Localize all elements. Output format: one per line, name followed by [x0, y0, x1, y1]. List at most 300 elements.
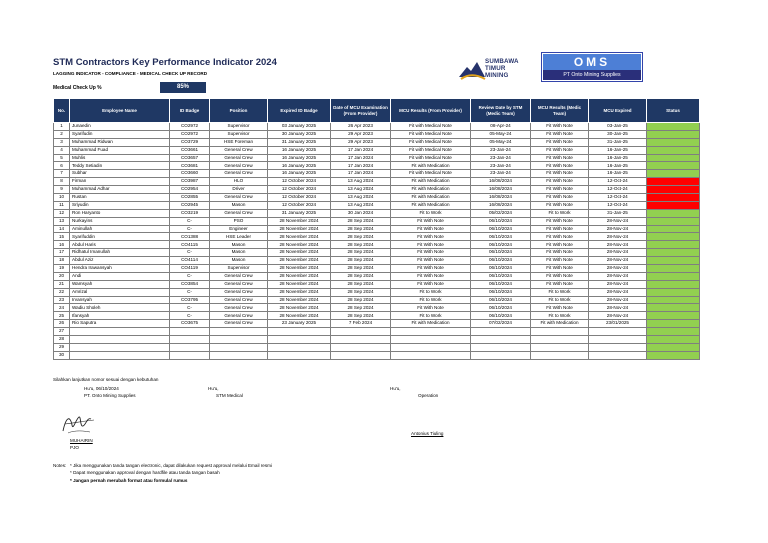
cell-no: 15	[54, 233, 70, 241]
cell-mcu-expired: 28-Nov-24	[589, 241, 647, 249]
cell-mcu-result-provider: Fit With Note	[391, 272, 471, 280]
cell-expired-id-badge	[268, 343, 331, 351]
cell-expired-id-badge: 12 October 2024	[268, 194, 331, 202]
oms-logo-caption: PT Onto Mining Supplies	[543, 70, 641, 80]
cell-mcu-result-provider	[391, 328, 471, 336]
cell-review-date: 16/08/2024	[471, 194, 531, 202]
cell-mcu-date: 30 Jan 2024	[331, 209, 391, 217]
cell-expired-id-badge: 28 November 2024	[268, 217, 331, 225]
cell-position: General Crew	[210, 312, 268, 320]
cell-employee-name: Rio Saputra	[70, 320, 170, 328]
cell-no: 13	[54, 217, 70, 225]
cell-review-date: 05-May-24	[471, 130, 531, 138]
table-row	[54, 296, 700, 304]
cell-id-badge: CO3219	[170, 209, 210, 217]
column-header-no: No.	[54, 99, 70, 123]
cell-status-indicator	[647, 233, 700, 241]
cell-mcu-result-medic: Fit With Note	[531, 249, 589, 257]
oms-logo	[541, 52, 643, 82]
cell-review-date	[471, 328, 531, 336]
cell-mcu-date: 29 Apr 2023	[331, 130, 391, 138]
cell-position: General Crew	[210, 162, 268, 170]
cell-employee-name: Ridhatul Imanullah	[70, 249, 170, 257]
column-header-mcu-expired: MCU Expired	[589, 99, 647, 123]
cell-mcu-date: 13 Aug 2024	[331, 194, 391, 202]
cell-mcu-expired	[589, 336, 647, 344]
cell-status-indicator	[647, 217, 700, 225]
cell-mcu-result-medic: Fit With Note	[531, 257, 589, 265]
cell-mcu-date: 28 Sep 2024	[331, 217, 391, 225]
table-row	[54, 249, 700, 257]
cell-id-badge: C-	[170, 225, 210, 233]
cell-status-indicator	[647, 351, 700, 359]
table-row	[54, 343, 700, 351]
cell-no: 23	[54, 296, 70, 304]
cell-mcu-result-medic: Fit With Note	[531, 241, 589, 249]
cell-mcu-result-medic: Fit with Medication	[531, 320, 589, 328]
cell-mcu-date: 28 Sep 2024	[331, 296, 391, 304]
cell-id-badge: CO2855	[170, 194, 210, 202]
table-row	[54, 288, 700, 296]
cell-expired-id-badge	[268, 336, 331, 344]
table-row	[54, 280, 700, 288]
cell-mcu-date: 28 Sep 2024	[331, 257, 391, 265]
cell-mcu-expired: 28-Nov-24	[589, 225, 647, 233]
table-row	[54, 304, 700, 312]
cell-no: 19	[54, 265, 70, 273]
table-row	[54, 146, 700, 154]
cell-position: PSO	[210, 217, 268, 225]
cell-status-indicator	[647, 304, 700, 312]
cell-no: 30	[54, 351, 70, 359]
cell-status-indicator	[647, 320, 700, 328]
cell-mcu-result-medic: Fit to Work	[531, 312, 589, 320]
cell-employee-name: Rustan	[70, 194, 170, 202]
table-row	[54, 233, 700, 241]
cell-expired-id-badge: 16 January 2025	[268, 154, 331, 162]
cell-mcu-result-provider: Fit to Work	[391, 288, 471, 296]
cell-mcu-result-medic: Fit With Note	[531, 170, 589, 178]
cell-mcu-result-medic: Fit With Note	[531, 130, 589, 138]
cell-mcu-result-provider: Fit With Note	[391, 265, 471, 273]
cell-status-indicator	[647, 209, 700, 217]
cell-no: 20	[54, 272, 70, 280]
cell-position: General Crew	[210, 194, 268, 202]
cell-review-date: 05/02/2024	[471, 209, 531, 217]
cell-id-badge: CO1388	[170, 233, 210, 241]
cell-expired-id-badge: 28 November 2024	[268, 225, 331, 233]
cell-mcu-date	[331, 351, 391, 359]
cell-mcu-expired: 28-Nov-24	[589, 272, 647, 280]
page-title: STM Contractors Key Performance Indicator 2024	[53, 57, 277, 68]
cell-position	[210, 351, 268, 359]
cell-review-date	[471, 351, 531, 359]
cell-review-date: 23-Jan-24	[471, 162, 531, 170]
note-3: * Jangan pernah merubah format atau formula/ rumus	[70, 478, 188, 483]
cell-no: 22	[54, 288, 70, 296]
cell-expired-id-badge: 28 November 2024	[268, 312, 331, 320]
cell-mcu-expired	[589, 343, 647, 351]
cell-status-indicator	[647, 288, 700, 296]
cell-review-date: 06/10/2024	[471, 217, 531, 225]
cell-review-date: 23-Jan-24	[471, 170, 531, 178]
table-row	[54, 257, 700, 265]
column-header-status: Status	[647, 99, 700, 123]
cell-id-badge: C-	[170, 288, 210, 296]
table-row	[54, 241, 700, 249]
cell-mcu-date: 28 Sep 2024	[331, 233, 391, 241]
cell-position	[210, 336, 268, 344]
cell-review-date: 06/10/2024	[471, 257, 531, 265]
table-row	[54, 312, 700, 320]
cell-review-date: 06/10/2024	[471, 241, 531, 249]
cell-mcu-expired: 23/01/2025	[589, 320, 647, 328]
cell-status-indicator	[647, 272, 700, 280]
cell-id-badge: CO2972	[170, 130, 210, 138]
cell-mcu-result-provider: Fit With Note	[391, 225, 471, 233]
cell-status-indicator	[647, 201, 700, 209]
cell-status-indicator	[647, 178, 700, 186]
cell-employee-name: Abdul Haris	[70, 241, 170, 249]
cell-id-badge: C-	[170, 272, 210, 280]
cell-employee-name: Andi	[70, 272, 170, 280]
table-row	[54, 217, 700, 225]
cell-mcu-result-provider	[391, 343, 471, 351]
cell-status-indicator	[647, 186, 700, 194]
cell-id-badge: CO3795	[170, 296, 210, 304]
cell-mcu-result-medic: Fit With Note	[531, 178, 589, 186]
cell-id-badge: CO2972	[170, 123, 210, 131]
cell-id-badge: C-	[170, 249, 210, 257]
cell-expired-id-badge: 16 January 2025	[268, 170, 331, 178]
cell-expired-id-badge: 12 October 2024	[268, 201, 331, 209]
cell-id-badge: CO3675	[170, 320, 210, 328]
cell-expired-id-badge: 03 January 2025	[268, 123, 331, 131]
cell-mcu-result-medic: Fit With Note	[531, 280, 589, 288]
cell-id-badge: CO3987	[170, 178, 210, 186]
cell-mcu-result-medic: Fit to Work	[531, 288, 589, 296]
cell-no: 1	[54, 123, 70, 131]
cell-id-badge: CO3657	[170, 154, 210, 162]
cell-status-indicator	[647, 146, 700, 154]
cell-employee-name: Irvansyah	[70, 296, 170, 304]
cell-mcu-date: 28 Sep 2024	[331, 241, 391, 249]
cell-employee-name: Firman	[70, 178, 170, 186]
cell-mcu-result-medic	[531, 328, 589, 336]
footer-left-company: PT. Onto Mining Supplies	[84, 393, 136, 398]
footer-mid-place: Hu'u,	[208, 386, 219, 391]
cell-mcu-date: 17 Jan 2024	[331, 154, 391, 162]
sumbawa-line-1: SUMBAWA	[485, 58, 519, 65]
cell-no: 5	[54, 154, 70, 162]
cell-status-indicator	[647, 194, 700, 202]
cell-mcu-expired: 12-Oct-24	[589, 186, 647, 194]
note-1: * Jika menggunakan tanda tangan electronic, dapat dilakukan request approval melalui Email resmi	[70, 463, 272, 468]
footer-right-role: Operation	[418, 393, 439, 398]
cell-employee-name	[70, 351, 170, 359]
cell-review-date: 06/10/2024	[471, 225, 531, 233]
cell-position: General Crew	[210, 209, 268, 217]
column-header-mcu-results-medic: MCU Results (Medic Team)	[531, 99, 589, 123]
cell-employee-name: Aminullah	[70, 225, 170, 233]
cell-no: 26	[54, 320, 70, 328]
cell-id-badge: CO2945	[170, 201, 210, 209]
mcu-record-table	[53, 98, 700, 360]
cell-expired-id-badge: 28 November 2024	[268, 296, 331, 304]
cell-mcu-result-medic: Fit With Note	[531, 272, 589, 280]
column-header-id-badge: ID Badge	[170, 99, 210, 123]
cell-mcu-expired: 28-Nov-24	[589, 257, 647, 265]
cell-mcu-result-medic: Fit With Note	[531, 154, 589, 162]
cell-review-date	[471, 336, 531, 344]
cell-position: General Crew	[210, 154, 268, 162]
cell-mcu-expired: 16-Jan-25	[589, 170, 647, 178]
table-header-row	[54, 99, 700, 123]
cell-mcu-result-provider: Fit With Note	[391, 233, 471, 241]
cell-expired-id-badge: 28 November 2024	[268, 265, 331, 273]
cell-mcu-expired: 30-Jan-25	[589, 130, 647, 138]
cell-status-indicator	[647, 257, 700, 265]
cell-no: 12	[54, 209, 70, 217]
cell-review-date: 16/08/2024	[471, 201, 531, 209]
cell-status-indicator	[647, 312, 700, 320]
cell-mcu-result-medic: Fit With Note	[531, 146, 589, 154]
cell-review-date: 06/10/2024	[471, 265, 531, 273]
cell-mcu-expired: 28-Nov-24	[589, 296, 647, 304]
cell-mcu-expired: 28-Nov-24	[589, 233, 647, 241]
cell-id-badge: C-	[170, 312, 210, 320]
cell-position: Supervisor	[210, 123, 268, 131]
cell-no: 24	[54, 304, 70, 312]
cell-mcu-date: 29 Apr 2023	[331, 138, 391, 146]
sumbawa-timur-mining-logo	[458, 55, 526, 83]
table-row	[54, 209, 700, 217]
cell-no: 27	[54, 328, 70, 336]
cell-mcu-result-provider: Fit to Work	[391, 209, 471, 217]
cell-position: Driver	[210, 186, 268, 194]
cell-mcu-expired: 31-Jan-25	[589, 138, 647, 146]
cell-no: 18	[54, 257, 70, 265]
cell-mcu-result-provider	[391, 351, 471, 359]
cell-no: 6	[54, 162, 70, 170]
cell-expired-id-badge: 12 October 2024	[268, 186, 331, 194]
cell-status-indicator	[647, 328, 700, 336]
cell-mcu-result-provider: Fit with Medical Note	[391, 154, 471, 162]
cell-expired-id-badge: 28 November 2024	[268, 233, 331, 241]
sumbawa-line-2: TIMUR	[485, 65, 506, 72]
cell-id-badge	[170, 343, 210, 351]
cell-position: General Crew	[210, 320, 268, 328]
cell-position: General Crew	[210, 304, 268, 312]
cell-position: Supervisor	[210, 265, 268, 273]
signer-role: PJO	[70, 445, 79, 450]
cell-position: Mason	[210, 201, 268, 209]
cell-mcu-expired: 12-Oct-24	[589, 201, 647, 209]
cell-expired-id-badge: 12 October 2024	[268, 178, 331, 186]
cell-id-badge: CO3661	[170, 146, 210, 154]
cell-position	[210, 328, 268, 336]
cell-mcu-result-provider: Fit with Medical Note	[391, 130, 471, 138]
mcu-percentage-label: Medical Check Up %	[53, 85, 102, 91]
column-header-mcu-results-provider: MCU Results (From Provider)	[391, 99, 471, 123]
cell-mcu-result-medic: Fit With Note	[531, 194, 589, 202]
cell-mcu-result-provider: Fit with Medical Note	[391, 123, 471, 131]
cell-position: General Crew	[210, 146, 268, 154]
cell-expired-id-badge: 28 November 2024	[268, 304, 331, 312]
cell-mcu-result-provider: Fit with Medication	[391, 186, 471, 194]
cell-mcu-date: 26 Apr 2023	[331, 123, 391, 131]
cell-employee-name: Junaedin	[70, 123, 170, 131]
table-row	[54, 186, 700, 194]
cell-mcu-result-provider: Fit With Note	[391, 249, 471, 257]
table-row	[54, 225, 700, 233]
cell-mcu-expired: 16-Jan-25	[589, 162, 647, 170]
table-row	[54, 170, 700, 178]
cell-id-badge: CO3660	[170, 170, 210, 178]
cell-review-date: 06/10/2024	[471, 296, 531, 304]
cell-no: 3	[54, 138, 70, 146]
cell-review-date: 06/10/2024	[471, 272, 531, 280]
cell-review-date: 06/10/2024	[471, 280, 531, 288]
cell-mcu-expired: 16-Jan-25	[589, 146, 647, 154]
cell-expired-id-badge: 28 November 2024	[268, 288, 331, 296]
cell-mcu-expired: 31-Jan-25	[589, 209, 647, 217]
cell-mcu-result-provider: Fit With Note	[391, 241, 471, 249]
table-row	[54, 320, 700, 328]
cell-no: 7	[54, 170, 70, 178]
cell-position: General Crew	[210, 288, 268, 296]
table-body	[54, 123, 700, 360]
cell-mcu-expired: 28-Nov-24	[589, 304, 647, 312]
cell-mcu-date: 7 Feb 2024	[331, 320, 391, 328]
cell-review-date: 06/10/2024	[471, 304, 531, 312]
cell-position: General Crew	[210, 272, 268, 280]
cell-status-indicator	[647, 154, 700, 162]
cell-position	[210, 343, 268, 351]
cell-mcu-date: 17 Jan 2024	[331, 170, 391, 178]
cell-mcu-expired: 28-Nov-24	[589, 312, 647, 320]
table-row	[54, 265, 700, 273]
cell-mcu-expired: 28-Nov-24	[589, 280, 647, 288]
cell-expired-id-badge: 31 January 2025	[268, 209, 331, 217]
cell-mcu-expired: 12-Oct-24	[589, 178, 647, 186]
cell-position: HLO	[210, 178, 268, 186]
cell-status-indicator	[647, 241, 700, 249]
table-row	[54, 162, 700, 170]
cell-mcu-expired: 28-Nov-24	[589, 249, 647, 257]
cell-mcu-expired: 12-Oct-24	[589, 194, 647, 202]
cell-mcu-date: 28 Sep 2024	[331, 288, 391, 296]
cell-employee-name: Wadiu Sholeh	[70, 304, 170, 312]
cell-mcu-result-provider: Fit With Note	[391, 280, 471, 288]
cell-status-indicator	[647, 280, 700, 288]
cell-no: 10	[54, 194, 70, 202]
cell-mcu-date	[331, 336, 391, 344]
cell-expired-id-badge: 28 November 2024	[268, 280, 331, 288]
cell-position: Supervisor	[210, 130, 268, 138]
table-row	[54, 201, 700, 209]
cell-employee-name: Subhar	[70, 170, 170, 178]
cell-id-badge	[170, 336, 210, 344]
cell-id-badge: CO3681	[170, 162, 210, 170]
cell-review-date: 23-Jan-24	[471, 146, 531, 154]
column-header-position: Position	[210, 99, 268, 123]
cell-id-badge: CO3854	[170, 280, 210, 288]
cell-no: 4	[54, 146, 70, 154]
column-header-mcu-date: Date of MCU Examination (From Provider)	[331, 99, 391, 123]
cell-mcu-result-medic	[531, 343, 589, 351]
cell-mcu-result-provider: Fit With Note	[391, 217, 471, 225]
cell-employee-name: Teddy Setiadin	[70, 162, 170, 170]
cell-mcu-result-provider: Fit to Work	[391, 312, 471, 320]
cell-id-badge: CO2954	[170, 186, 210, 194]
cell-expired-id-badge: 28 November 2024	[268, 257, 331, 265]
cell-status-indicator	[647, 249, 700, 257]
cell-mcu-date: 28 Sep 2024	[331, 280, 391, 288]
cell-employee-name: Hendra Irawansyah	[70, 265, 170, 273]
cell-mcu-result-medic: Fit With Note	[531, 217, 589, 225]
cell-status-indicator	[647, 296, 700, 304]
cell-mcu-result-medic: Fit With Note	[531, 138, 589, 146]
cell-expired-id-badge: 31 January 2025	[268, 138, 331, 146]
cell-employee-name	[70, 328, 170, 336]
cell-mcu-expired: 28-Nov-24	[589, 217, 647, 225]
signature-image	[60, 411, 96, 437]
cell-mcu-result-provider: Fit With Note	[391, 304, 471, 312]
footer-mid-role: STM Medical	[216, 393, 243, 398]
cell-review-date: 16/08/2024	[471, 186, 531, 194]
cell-id-badge: CO4114	[170, 257, 210, 265]
cell-mcu-date: 28 Sep 2024	[331, 304, 391, 312]
cell-mcu-date: 13 Aug 2024	[331, 186, 391, 194]
cell-no: 9	[54, 186, 70, 194]
cell-employee-name: Muhlis	[70, 154, 170, 162]
table-row	[54, 154, 700, 162]
cell-review-date: 06/10/2024	[471, 288, 531, 296]
cell-expired-id-badge: 28 November 2024	[268, 272, 331, 280]
mountain-logo-icon	[458, 57, 486, 81]
cell-employee-name	[70, 336, 170, 344]
cell-position: General Crew	[210, 280, 268, 288]
cell-mcu-date: 28 Sep 2024	[331, 312, 391, 320]
cell-mcu-date: 28 Sep 2024	[331, 272, 391, 280]
cell-review-date: 16/08/2024	[471, 178, 531, 186]
cell-review-date: 06/10/2024	[471, 249, 531, 257]
cell-no: 21	[54, 280, 70, 288]
cell-expired-id-badge	[268, 328, 331, 336]
cell-no: 25	[54, 312, 70, 320]
cell-mcu-result-provider: Fit to Work	[391, 296, 471, 304]
cell-employee-name: Abdul Aziz	[70, 257, 170, 265]
cell-mcu-result-provider: Fit with Medical Note	[391, 138, 471, 146]
cell-review-date	[471, 343, 531, 351]
cell-id-badge: CO3729	[170, 138, 210, 146]
cell-id-badge: CO4119	[170, 265, 210, 273]
cell-status-indicator	[647, 170, 700, 178]
cell-review-date: 07/02/2024	[471, 320, 531, 328]
cell-no: 16	[54, 241, 70, 249]
cell-position: Mason	[210, 241, 268, 249]
signer-name: MUHAIRIN	[70, 438, 93, 443]
cell-mcu-result-provider: Fit with Medication	[391, 320, 471, 328]
table-row	[54, 130, 700, 138]
cell-no: 14	[54, 225, 70, 233]
cell-no: 29	[54, 343, 70, 351]
cell-id-badge: C-	[170, 304, 210, 312]
cell-mcu-date: 28 Sep 2024	[331, 265, 391, 273]
cell-mcu-expired	[589, 351, 647, 359]
cell-mcu-result-medic: Fit With Note	[531, 201, 589, 209]
